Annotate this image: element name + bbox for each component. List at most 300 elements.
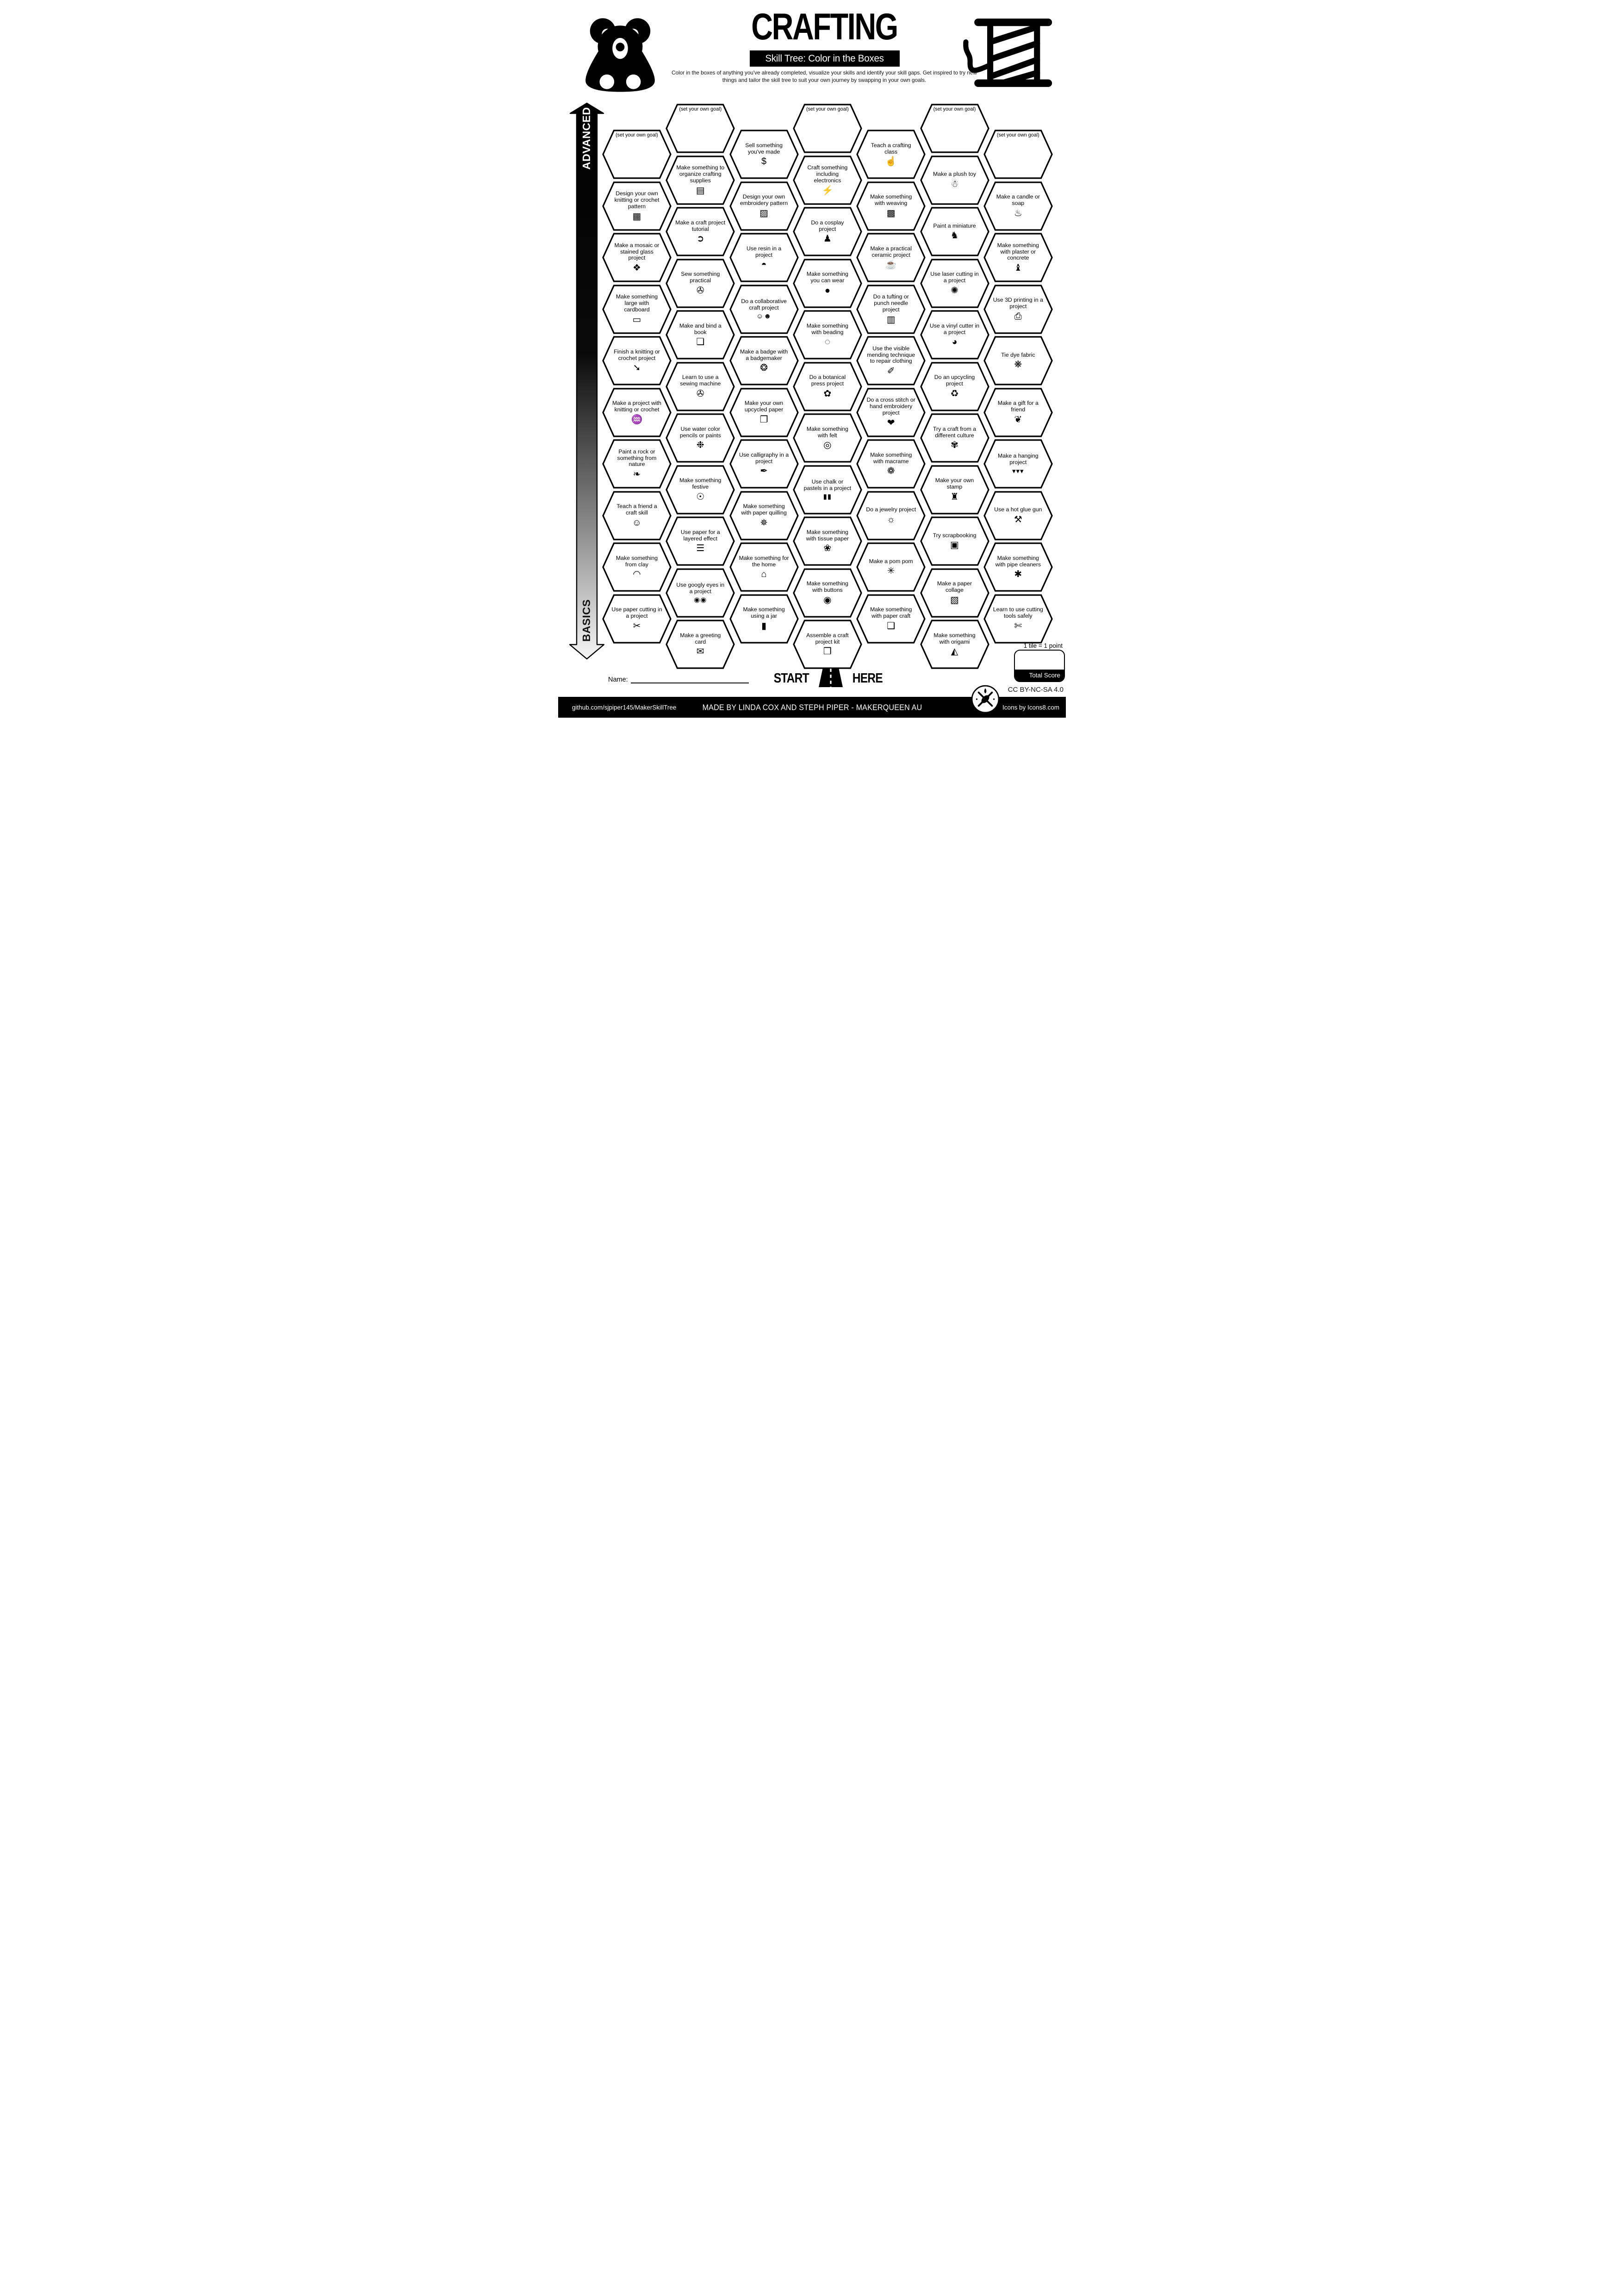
pom-pom-icon: ✳ (887, 566, 895, 577)
hex-label: Make something from clay (616, 554, 658, 568)
hex-label: Make a hanging project (998, 453, 1039, 465)
hex-content (729, 388, 799, 437)
hex-content (983, 542, 1053, 592)
hex-content (856, 233, 926, 282)
hex-content (983, 233, 1053, 282)
subtitle-text: Skill Tree: Color in the Boxes (765, 53, 884, 64)
hex-label: Teach a friend a craft skill (616, 503, 657, 516)
name-input[interactable] (631, 676, 749, 683)
hex-tile-make-something-with-paper-craft[interactable] (856, 594, 926, 644)
hex-label: Make something with plaster or concrete (997, 242, 1039, 261)
felt-roll-icon: ◎ (823, 440, 832, 451)
hex-content (920, 620, 989, 669)
difficulty-arrow (567, 101, 606, 664)
hex-label: Make something festive (679, 477, 722, 490)
hex-content (602, 233, 672, 282)
chalk-icon: ▮▮ (823, 493, 832, 501)
hex-tile-use-calligraphy-in-a-project[interactable] (729, 439, 799, 489)
hex-label: Use laser cutting in a project (930, 271, 979, 284)
set-goal-text: (set your own goal) (679, 106, 722, 112)
hex-content (602, 491, 672, 540)
leaf-icon: ❧ (633, 469, 641, 480)
mug-icon: ☕ (885, 260, 897, 270)
hex-label: Do a jewelry project (866, 506, 916, 513)
made-by-text: MADE BY LINDA COX AND STEPH PIPER - MAKERQUEEN AU (702, 702, 922, 712)
hex-tile-make-a-practical-ceramic-project[interactable] (856, 233, 926, 282)
teddy-bear-icon (581, 12, 659, 96)
paintbrush-icon: ❉ (696, 440, 704, 451)
total-score-input[interactable] (1015, 651, 1064, 670)
hex-content (666, 465, 735, 515)
hex-tile-make-a-greeting-card[interactable] (666, 620, 735, 669)
hex-content (983, 336, 1053, 385)
hex-tile-make-a-craft-project-tutorial[interactable] (666, 207, 735, 256)
house-icon: ⌂ (761, 569, 767, 580)
bead-necklace-icon: ◌ (824, 337, 830, 348)
hex-label: Make something with paper craft (870, 606, 912, 619)
hex-tile-use-a-vinyl-cutter-in[interactable] (920, 310, 989, 360)
teddy-bear-icon: ☃ (950, 179, 959, 189)
hex-tile-use-googly-eyes-in-a[interactable] (666, 568, 735, 618)
hex-content (920, 259, 989, 308)
hex-content (729, 285, 799, 334)
hex-tile-use-a-hot-glue-gun[interactable] (983, 491, 1053, 540)
hex-content (920, 568, 989, 618)
calligraphy-pen-icon: ✒ (760, 466, 768, 477)
paper-stack-icon: ❑ (887, 621, 896, 631)
dress-form-icon: ♟ (823, 234, 832, 244)
hex-tile-do-a-jewelry-project[interactable] (856, 491, 926, 540)
hex-tile-learn-to-use-cutting-tools[interactable] (983, 594, 1053, 644)
hex-label: Try a craft from a different culture (933, 425, 977, 439)
bunting-icon: ▾▾▾ (1012, 467, 1024, 475)
hex-label: Make a pom pom (869, 558, 913, 565)
hex-content (602, 285, 672, 334)
greeting-card-icon: ✉ (696, 646, 704, 657)
hex-label: Do an upcycling project (934, 374, 975, 387)
stamp-icon: ♜ (950, 491, 959, 502)
hex-tile-design-your-own-embroidery-pattern[interactable] (729, 181, 799, 231)
hex-tile-make-something-from-clay[interactable] (602, 542, 672, 592)
hex-content (793, 310, 862, 360)
hex-label: Try scrapbooking (933, 532, 977, 539)
hex-label: Make and bind a book (679, 322, 722, 335)
start-word: START (773, 671, 809, 686)
here-word: HERE (852, 671, 883, 686)
set-goal-text: (set your own goal) (806, 106, 849, 112)
description: Color in the boxes of anything you've already completed, visualize your skills and identify your skill gaps. Get inspired to try new things and tailor the skill tree to suit your own journey by swapping in your own goals. (672, 70, 977, 84)
hex-content (793, 413, 862, 463)
hex-label: Make something for the home (739, 554, 789, 568)
hex-tile-make-something-with-macrame[interactable] (856, 439, 926, 489)
hex-tile-make-something-with-pipe-cleaners[interactable] (983, 542, 1053, 592)
hex-content (793, 620, 862, 669)
name-label: Name: (608, 676, 628, 683)
hex-content (793, 155, 862, 205)
hex-content (602, 542, 672, 592)
hex-tile-make-a-gift-for-a[interactable] (983, 388, 1053, 437)
hex-content (983, 285, 1053, 334)
hex-label: Make something with macrame (870, 451, 912, 465)
hex-tile-make-something-with-origami[interactable] (920, 620, 989, 669)
hex-tile-do-a-cross-stitch-or[interactable] (856, 388, 926, 437)
hex-label: Make a badge with a badgemaker (740, 348, 788, 361)
hex-content (983, 130, 1053, 179)
road-icon (817, 667, 844, 690)
hex-tile-make-something-you-can-wear[interactable] (793, 259, 862, 308)
hex-content (666, 413, 735, 463)
hex-label: Make your own upcycled paper (744, 400, 784, 413)
hex-tile-finish-a-knitting-or-crochet[interactable] (602, 336, 672, 385)
jar-icon: ▮ (761, 621, 767, 631)
hex-tile-make-your-own-upcycled-paper[interactable] (729, 388, 799, 437)
hex-label: Make something you can wear (806, 271, 848, 284)
hex-label: Do a tufting or punch needle project (873, 293, 909, 313)
thread-spool-icon (960, 13, 1054, 95)
book-icon: ❏ (696, 337, 705, 348)
hex-tile-craft-something-including-electronics[interactable] (793, 155, 862, 205)
pattern-swatch-icon: ▦ (632, 211, 641, 222)
hex-label: Make something with beading (806, 322, 848, 335)
hex-label: Learn to use a sewing machine (680, 374, 721, 387)
miniature-knight-icon: ♞ (950, 230, 959, 241)
license-text: CC BY-NC-SA 4.0 (1008, 686, 1064, 694)
hex-label: Craft something including electronics (807, 164, 848, 184)
hex-content (666, 310, 735, 360)
hex-label: Teach a crafting class (871, 142, 911, 155)
hex-tile-use-paper-cutting-in-a[interactable] (602, 594, 672, 644)
hex-tile-make-something-with-felt[interactable] (793, 413, 862, 463)
hex-content (793, 465, 862, 515)
hex-content (602, 336, 672, 385)
hex-label: Learn to use cutting tools safely (993, 606, 1043, 619)
hex-tile-set-your-own-goal[interactable] (602, 130, 672, 179)
hex-label: Paint a miniature (933, 222, 976, 229)
knitting-icon: ♒ (631, 414, 643, 425)
hex-tile-make-a-project-with-knitting[interactable] (602, 388, 672, 437)
hex-content (983, 181, 1053, 231)
hex-tile-design-your-own-knitting-or[interactable] (602, 181, 672, 231)
hex-label: Make something with pipe cleaners (995, 554, 1041, 568)
hex-content (729, 181, 799, 231)
hex-content (856, 285, 926, 334)
hex-content (666, 516, 735, 566)
hex-label: Make something with tissue paper (806, 528, 849, 542)
bauble-icon: ☉ (696, 491, 705, 502)
hex-tile-make-something-festive[interactable] (666, 465, 735, 515)
hex-content (983, 388, 1053, 437)
tie-dye-icon: ❋ (1014, 360, 1022, 370)
hex-label: Make something with origami (933, 632, 976, 645)
weaving-icon: ▩ (886, 208, 896, 218)
hex-tile-make-your-own-stamp[interactable] (920, 465, 989, 515)
hex-tile-try-a-craft-from-a[interactable] (920, 413, 989, 463)
hex-tile-make-a-paper-collage[interactable] (920, 568, 989, 618)
hex-tile-make-a-hanging-project[interactable] (983, 439, 1053, 489)
embroidery-pattern-icon: ▨ (759, 208, 769, 218)
hex-label: Use the visible mending technique to repair clothing (867, 345, 915, 365)
hex-label: Use calligraphy in a project (739, 451, 789, 465)
hex-label: Sell something you've made (745, 142, 783, 155)
hex-label: Use resin in a project (747, 245, 782, 258)
hex-content (602, 181, 672, 231)
hex-tile-assemble-a-craft-project-kit[interactable] (793, 620, 862, 669)
hex-label: Assemble a craft project kit (806, 632, 849, 645)
hex-tile-use-laser-cutting-in-a[interactable] (920, 259, 989, 308)
hex-content (602, 439, 672, 489)
hex-tile-try-scrapbooking[interactable] (920, 516, 989, 566)
hex-label: Use a vinyl cutter in a project (929, 322, 980, 335)
hex-label: Design your own knitting or crochet pattern (614, 190, 660, 210)
hex-label: Make something using a jar (743, 606, 785, 619)
hex-content (856, 542, 926, 592)
hex-label: Make something with weaving (870, 193, 912, 206)
collage-icon: ▧ (950, 595, 959, 605)
start-here (747, 667, 909, 690)
hex-tile-make-a-pom-pom[interactable] (856, 542, 926, 592)
laser-icon: ✺ (951, 285, 958, 296)
utility-knife-icon: ✄ (1014, 621, 1022, 631)
friends-laptop-icon: ☺ (632, 517, 642, 528)
hex-content (920, 516, 989, 566)
hex-tile-learn-to-use-a-sewing[interactable] (666, 362, 735, 411)
hex-content (666, 362, 735, 411)
hex-tile-sell-something-you-ve-made[interactable] (729, 130, 799, 179)
advanced-label: ADVANCED (580, 107, 592, 170)
hex-tile-do-a-botanical-press-project[interactable] (793, 362, 862, 411)
hex-tile-do-a-tufting-or-punch[interactable] (856, 285, 926, 334)
hex-content (920, 310, 989, 360)
hex-tile-teach-a-crafting-class[interactable] (856, 130, 926, 179)
money-bag-icon: $ (761, 156, 767, 167)
hex-label: Make something large with cardboard (616, 293, 658, 313)
hex-content (729, 233, 799, 282)
hex-content (666, 155, 735, 205)
makerqueen-logo (971, 684, 1000, 716)
hex-tile-paint-a-miniature[interactable] (920, 207, 989, 256)
origami-icon: ◭ (951, 646, 958, 657)
hex-tile-make-something-with-buttons[interactable] (793, 568, 862, 618)
set-goal-text: (set your own goal) (996, 132, 1039, 138)
hex-label: Use chalk or pastels in a project (803, 478, 852, 491)
needle-thread-icon: ✐ (887, 366, 895, 377)
hex-label: Make a greeting card (680, 632, 721, 645)
github-link[interactable]: github.com/sjpiper145/MakerSkillTree (572, 704, 677, 711)
hex-content (793, 568, 862, 618)
hex-content (920, 104, 989, 153)
sewing-machine-icon: ✇ (696, 388, 704, 399)
hex-content (856, 181, 926, 231)
hex-content (920, 155, 989, 205)
hex-content (920, 362, 989, 411)
hex-label: Do a collaborative craft project (741, 298, 787, 311)
hex-tile-do-a-collaborative-craft-project[interactable] (729, 285, 799, 334)
set-goal-text: (set your own goal) (616, 132, 658, 138)
recycle-icon: ♻ (950, 388, 959, 399)
hex-label: Make something with paper quilling (741, 503, 787, 516)
glue-gun-icon: ⚒ (1014, 514, 1022, 525)
hex-content (729, 336, 799, 385)
hex-content (856, 491, 926, 540)
photo-frame-icon: ▣ (950, 540, 959, 551)
hex-tile-do-a-cosplay-project[interactable] (793, 207, 862, 256)
hex-tile-use-the-visible-mending-technique[interactable] (856, 336, 926, 385)
cardboard-icon: ▭ (632, 314, 641, 325)
hex-label: Do a cross stitch or hand embroidery project (866, 397, 915, 416)
crochet-hook-icon: ➘ (633, 363, 641, 373)
collaboration-icon: ☺☻ (756, 312, 772, 321)
hex-label: Use a hot glue gun (994, 506, 1042, 513)
hex-label: Make something with felt (806, 425, 848, 439)
hex-content (793, 362, 862, 411)
hex-content (983, 439, 1053, 489)
badge-icon: ❂ (760, 363, 768, 373)
hex-tile-set-your-own-goal[interactable] (793, 104, 862, 153)
hex-tile-make-something-with-paper-quilling[interactable] (729, 491, 799, 540)
hex-label: Make a paper collage (937, 580, 972, 593)
hex-content (602, 594, 672, 644)
hex-content (729, 542, 799, 592)
hex-content (793, 207, 862, 256)
rainbow-icon: ◠ (633, 569, 641, 580)
page-title: CRAFTING (751, 6, 897, 48)
layers-icon: ☰ (696, 543, 705, 554)
hex-tile-paint-a-rock-or-something[interactable] (602, 439, 672, 489)
hex-content (666, 259, 735, 308)
hex-tile-make-something-with-tissue-paper[interactable] (793, 516, 862, 566)
hex-tile-make-a-candle-or-soap[interactable] (983, 181, 1053, 231)
hex-content (920, 413, 989, 463)
hex-label: Use googly eyes in a project (676, 581, 725, 595)
total-score-box[interactable] (1014, 650, 1065, 682)
hex-label: Use 3D printing in a project (993, 297, 1043, 310)
mosaic-icon: ❖ (633, 263, 641, 273)
printer-3d-icon: ⎙ (1014, 311, 1022, 322)
hex-label: Use water color pencils or paints (679, 425, 721, 439)
hex-tile-set-your-own-goal[interactable] (983, 130, 1053, 179)
hex-tile-set-your-own-goal[interactable] (920, 104, 989, 153)
necklace-icon: ☼ (887, 514, 896, 525)
hex-tile-make-and-bind-a-book[interactable] (666, 310, 735, 360)
total-score-label: Total Score (1015, 670, 1064, 681)
mandala-icon: ✾ (951, 440, 958, 451)
hex-tile-use-resin-in-a-project[interactable] (729, 233, 799, 282)
upload-circle-icon: ➲ (696, 234, 704, 244)
googly-eyes-icon: ◉◉ (694, 596, 707, 604)
hex-tile-use-chalk-or-pastels-in[interactable] (793, 465, 862, 515)
hex-label: Make your own stamp (935, 477, 974, 490)
hex-content (856, 130, 926, 179)
hex-content (602, 388, 672, 437)
basics-label: BASICS (580, 599, 592, 642)
hex-content (983, 594, 1053, 644)
hex-content (602, 130, 672, 179)
hex-content (729, 439, 799, 489)
hex-tile-make-something-for-the-home[interactable] (729, 542, 799, 592)
hex-tile-use-3d-printing-in-a[interactable] (983, 285, 1053, 334)
hex-tile-make-a-badge-with-a[interactable] (729, 336, 799, 385)
led-icon: ⚡ (821, 185, 834, 196)
hex-content (856, 439, 926, 489)
hex-label: Sew something practical (681, 271, 720, 284)
sewing-machine-icon: ✇ (696, 285, 704, 296)
organizer-icon: ▤ (696, 185, 705, 196)
hex-tile-make-something-to-organize-crafting[interactable] (666, 155, 735, 205)
hex-label: Make a candle or soap (996, 193, 1040, 206)
gift-bow-icon: ❦ (1014, 414, 1022, 425)
hex-content (983, 491, 1053, 540)
hex-content (729, 130, 799, 179)
hex-label: Make a mosaic or stained glass project (614, 242, 660, 261)
hex-content (729, 491, 799, 540)
tissue-flower-icon: ❀ (823, 543, 832, 554)
hex-label: Make a practical ceramic project (870, 245, 912, 258)
hex-label: Use paper for a layered effect (680, 528, 720, 542)
hex-tile-do-an-upcycling-project[interactable] (920, 362, 989, 411)
cross-stitch-heart-icon: ❤ (887, 417, 895, 428)
hex-content (666, 568, 735, 618)
hex-content (856, 388, 926, 437)
paper-scroll-icon: ❐ (759, 414, 768, 425)
hex-tile-make-something-using-a-jar[interactable] (729, 594, 799, 644)
hex-content (793, 104, 862, 153)
hex-tile-make-a-plush-toy[interactable] (920, 155, 989, 205)
hex-label: Make something to organize crafting supplies (676, 164, 725, 184)
hex-tile-use-water-color-pencils-or[interactable] (666, 413, 735, 463)
set-goal-text: (set your own goal) (933, 106, 976, 112)
hex-tile-make-something-with-weaving[interactable] (856, 181, 926, 231)
hex-tile-set-your-own-goal[interactable] (666, 104, 735, 153)
resin-bucket-icon: ◓ (761, 260, 767, 270)
hex-label: Use paper cutting in a project (611, 606, 662, 619)
hat-icon: ● (824, 285, 830, 296)
name-field-row (608, 676, 749, 683)
hex-content (729, 594, 799, 644)
hex-tile-sew-something-practical[interactable] (666, 259, 735, 308)
pipe-cleaner-icon: ✱ (1014, 569, 1022, 580)
hex-label: Tie dye fabric (1001, 351, 1035, 358)
hex-tile-teach-a-friend-a-craft[interactable] (602, 491, 672, 540)
quilling-spiral-icon: ✵ (760, 517, 768, 528)
hex-label: Make a gift for a friend (997, 400, 1039, 413)
dreamcatcher-icon: ❁ (887, 466, 895, 477)
hex-content (920, 465, 989, 515)
vinyl-peel-icon: ◕ (952, 337, 958, 348)
hex-label: Make a craft project tutorial (675, 219, 726, 232)
hex-tile-make-something-with-beading[interactable] (793, 310, 862, 360)
statue-icon: ♝ (1014, 263, 1022, 273)
icons8-credit-link[interactable]: Icons by Icons8.com (1002, 704, 1059, 711)
hex-label: Do a botanical press project (809, 374, 846, 387)
hex-tile-make-something-large-with-cardboard[interactable] (602, 285, 672, 334)
candle-icon: ♨ (1014, 208, 1022, 218)
craft-knife-icon: ✂ (633, 621, 641, 631)
hex-content (666, 104, 735, 153)
hex-label: Do a cosplay project (811, 219, 844, 232)
craft-kit-icon: ❒ (823, 646, 832, 657)
hex-tile-make-a-mosaic-or-stained[interactable] (602, 233, 672, 282)
hex-content (856, 336, 926, 385)
hex-tile-use-paper-for-a-layered[interactable] (666, 516, 735, 566)
subtitle-banner (750, 50, 900, 67)
hex-label: Design your own embroidery pattern (740, 193, 788, 206)
hex-content (793, 516, 862, 566)
button-icon: ◉ (823, 595, 832, 605)
rug-icon: ▥ (886, 314, 896, 325)
hex-tile-make-something-with-plaster-or[interactable] (983, 233, 1053, 282)
tile-points-note: 1 tile = 1 point (1023, 642, 1063, 649)
hex-tile-tie-dye-fabric[interactable] (983, 336, 1053, 385)
